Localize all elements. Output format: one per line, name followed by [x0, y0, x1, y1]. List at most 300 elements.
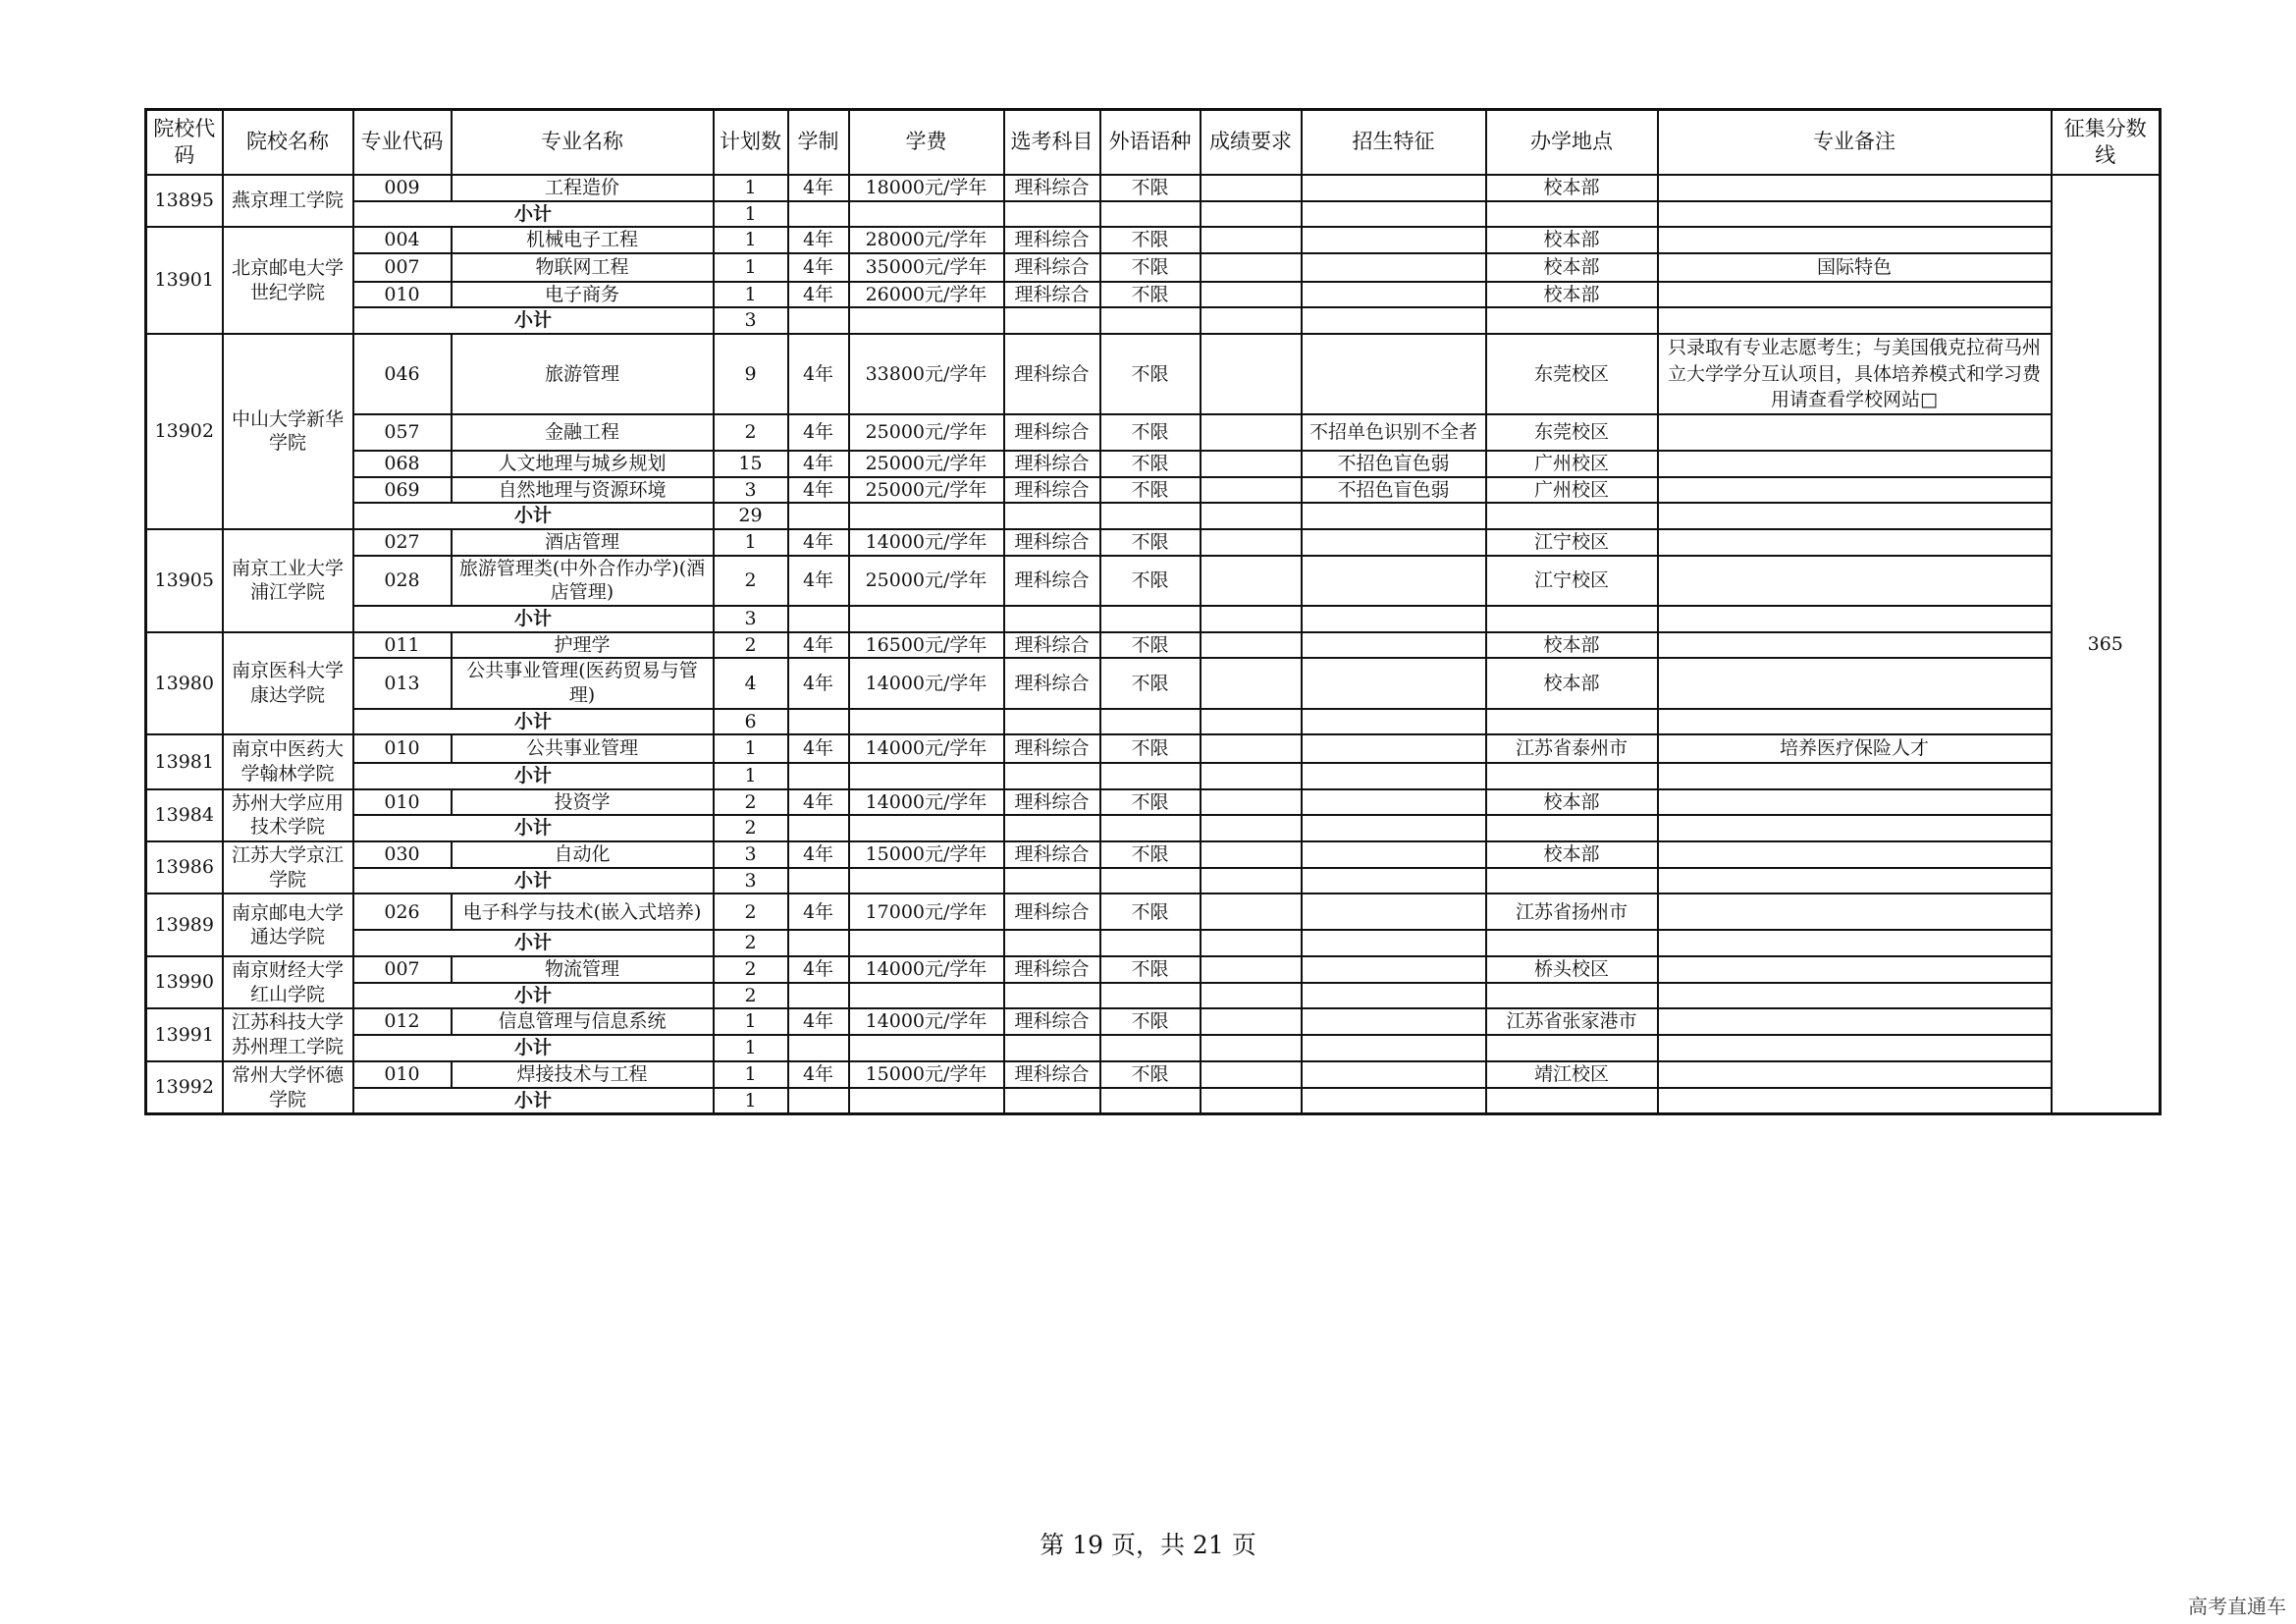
- college-name-cell: 南京医科大学康达学院: [223, 632, 353, 735]
- empty-cell: [788, 709, 849, 735]
- empty-cell: [788, 201, 849, 228]
- major-note-cell: [1658, 841, 2052, 868]
- major-name-cell: 旅游管理: [452, 334, 714, 414]
- header-cell: 院校代码: [146, 110, 223, 176]
- college-code-cell: 13895: [146, 175, 223, 227]
- plan-count-cell: 9: [714, 334, 788, 414]
- subtotal-label: 小计: [353, 201, 714, 228]
- college-name-cell: 燕京理工学院: [223, 175, 353, 227]
- table-row: [146, 334, 2161, 414]
- campus-cell: 东莞校区: [1486, 414, 1658, 451]
- admission-feature-cell: [1302, 556, 1486, 606]
- table-row: [146, 529, 2161, 556]
- major-name-cell: 信息管理与信息系统: [452, 1008, 714, 1035]
- subject-cell: 理科综合: [1004, 956, 1100, 983]
- college-name-cell: 江苏大学京江学院: [223, 841, 353, 893]
- subtotal-label: 小计: [353, 503, 714, 529]
- language-cell: 不限: [1100, 734, 1201, 763]
- duration-cell: 4年: [788, 841, 849, 868]
- watermark: 高考直通车: [2188, 1595, 2286, 1618]
- score-requirement-cell: [1201, 734, 1302, 763]
- empty-cell: [1201, 1035, 1302, 1061]
- duration-cell: 4年: [788, 658, 849, 708]
- college-code-cell: 13990: [146, 956, 223, 1008]
- admission-feature-cell: [1302, 789, 1486, 816]
- subtotal-label: 小计: [353, 307, 714, 334]
- college-code-cell: 13986: [146, 841, 223, 893]
- major-note-cell: [1658, 658, 2052, 708]
- major-code-cell: 009: [353, 175, 452, 201]
- empty-cell: [1100, 1035, 1201, 1061]
- plan-count-cell: 2: [714, 893, 788, 930]
- major-note-cell: [1658, 789, 2052, 816]
- empty-cell: [788, 983, 849, 1009]
- college-code-cell: 13905: [146, 529, 223, 632]
- empty-cell: [1302, 868, 1486, 894]
- empty-cell: [1658, 307, 2052, 334]
- duration-cell: 4年: [788, 253, 849, 282]
- empty-cell: [849, 983, 1004, 1009]
- admission-feature-cell: 不招色盲色弱: [1302, 477, 1486, 504]
- campus-cell: 广州校区: [1486, 451, 1658, 477]
- empty-cell: [1486, 868, 1658, 894]
- score-requirement-cell: [1201, 789, 1302, 816]
- plan-count-cell: 1: [714, 227, 788, 253]
- duration-cell: 4年: [788, 893, 849, 930]
- language-cell: 不限: [1100, 282, 1201, 308]
- empty-cell: [1302, 201, 1486, 228]
- campus-cell: 东莞校区: [1486, 334, 1658, 414]
- empty-cell: [1302, 307, 1486, 334]
- subject-cell: 理科综合: [1004, 556, 1100, 606]
- header-cell: 征集分数线: [2052, 110, 2161, 176]
- subtotal-label: 小计: [353, 815, 714, 841]
- duration-cell: 4年: [788, 789, 849, 816]
- score-requirement-cell: [1201, 477, 1302, 504]
- tuition-cell: 26000元/学年: [849, 282, 1004, 308]
- subtotal-row: [146, 1035, 2161, 1061]
- empty-cell: [1100, 815, 1201, 841]
- table-row: [146, 556, 2161, 606]
- college-code-cell: 13980: [146, 632, 223, 735]
- empty-cell: [1201, 930, 1302, 956]
- major-note-cell: [1658, 556, 2052, 606]
- major-note-cell: [1658, 175, 2052, 201]
- subtotal-row: [146, 606, 2161, 632]
- header-cell: 专业代码: [353, 110, 452, 176]
- campus-cell: 校本部: [1486, 789, 1658, 816]
- header-row: [146, 110, 2161, 176]
- header-cell: 外语语种: [1100, 110, 1201, 176]
- admission-feature-cell: 不招单色识别不全者: [1302, 414, 1486, 451]
- empty-cell: [1486, 606, 1658, 632]
- campus-cell: 江苏省扬州市: [1486, 893, 1658, 930]
- empty-cell: [1486, 1088, 1658, 1114]
- empty-cell: [1004, 709, 1100, 735]
- empty-cell: [1004, 1035, 1100, 1061]
- college-name-cell: 苏州大学应用技术学院: [223, 789, 353, 841]
- empty-cell: [1302, 983, 1486, 1009]
- header-cell: 学费: [849, 110, 1004, 176]
- table-row: [146, 893, 2161, 930]
- score-requirement-cell: [1201, 841, 1302, 868]
- campus-cell: 江苏省张家港市: [1486, 1008, 1658, 1035]
- table-row: [146, 632, 2161, 659]
- campus-cell: 校本部: [1486, 658, 1658, 708]
- empty-cell: [849, 709, 1004, 735]
- major-name-cell: 物联网工程: [452, 253, 714, 282]
- empty-cell: [1201, 201, 1302, 228]
- tuition-cell: 16500元/学年: [849, 632, 1004, 659]
- header-cell: 成绩要求: [1201, 110, 1302, 176]
- major-note-cell: [1658, 282, 2052, 308]
- major-name-cell: 机械电子工程: [452, 227, 714, 253]
- table-row: [146, 789, 2161, 816]
- empty-cell: [1004, 763, 1100, 789]
- subtotal-label: 小计: [353, 763, 714, 789]
- tuition-cell: 14000元/学年: [849, 789, 1004, 816]
- plan-count-cell: 2: [714, 789, 788, 816]
- college-name-cell: 南京邮电大学通达学院: [223, 893, 353, 956]
- college-name-cell: 南京财经大学红山学院: [223, 956, 353, 1008]
- empty-cell: [1004, 930, 1100, 956]
- college-name-cell: 南京工业大学浦江学院: [223, 529, 353, 632]
- table-row: [146, 414, 2161, 451]
- major-name-cell: 电子商务: [452, 282, 714, 308]
- subtotal-value: 1: [714, 1035, 788, 1061]
- empty-cell: [1100, 930, 1201, 956]
- empty-cell: [1486, 503, 1658, 529]
- plan-count-cell: 4: [714, 658, 788, 708]
- empty-cell: [1302, 709, 1486, 735]
- major-note-cell: [1658, 227, 2052, 253]
- empty-cell: [1004, 815, 1100, 841]
- empty-cell: [849, 763, 1004, 789]
- language-cell: 不限: [1100, 1061, 1201, 1088]
- score-requirement-cell: [1201, 414, 1302, 451]
- duration-cell: 4年: [788, 734, 849, 763]
- duration-cell: 4年: [788, 632, 849, 659]
- major-code-cell: 013: [353, 658, 452, 708]
- empty-cell: [1004, 307, 1100, 334]
- score-line-cell: 365: [2052, 175, 2161, 1114]
- college-name-cell: 常州大学怀德学院: [223, 1061, 353, 1114]
- empty-cell: [849, 1035, 1004, 1061]
- table-row: [146, 956, 2161, 983]
- admission-feature-cell: [1302, 227, 1486, 253]
- campus-cell: 江宁校区: [1486, 529, 1658, 556]
- empty-cell: [1658, 606, 2052, 632]
- plan-count-cell: 1: [714, 282, 788, 308]
- campus-cell: 校本部: [1486, 253, 1658, 282]
- campus-cell: 江苏省泰州市: [1486, 734, 1658, 763]
- language-cell: 不限: [1100, 477, 1201, 504]
- duration-cell: 4年: [788, 414, 849, 451]
- empty-cell: [1100, 868, 1201, 894]
- duration-cell: 4年: [788, 1061, 849, 1088]
- major-code-cell: 027: [353, 529, 452, 556]
- subtotal-row: [146, 930, 2161, 956]
- major-code-cell: 007: [353, 253, 452, 282]
- empty-cell: [788, 763, 849, 789]
- major-code-cell: 026: [353, 893, 452, 930]
- table-row: [146, 734, 2161, 763]
- major-name-cell: 公共事业管理: [452, 734, 714, 763]
- empty-cell: [1302, 606, 1486, 632]
- header-cell: 学制: [788, 110, 849, 176]
- plan-count-cell: 2: [714, 632, 788, 659]
- major-name-cell: 旅游管理类(中外合作办学)(酒店管理): [452, 556, 714, 606]
- major-name-cell: 金融工程: [452, 414, 714, 451]
- empty-cell: [788, 815, 849, 841]
- subtotal-row: [146, 983, 2161, 1009]
- major-code-cell: 010: [353, 789, 452, 816]
- language-cell: 不限: [1100, 893, 1201, 930]
- major-name-cell: 电子科学与技术(嵌入式培养): [452, 893, 714, 930]
- empty-cell: [1658, 201, 2052, 228]
- college-code-cell: 13991: [146, 1008, 223, 1060]
- table-row: [146, 451, 2161, 477]
- subtotal-label: 小计: [353, 868, 714, 894]
- header-cell: 办学地点: [1486, 110, 1658, 176]
- language-cell: 不限: [1100, 1008, 1201, 1035]
- major-name-cell: 酒店管理: [452, 529, 714, 556]
- language-cell: 不限: [1100, 556, 1201, 606]
- subject-cell: 理科综合: [1004, 282, 1100, 308]
- empty-cell: [849, 815, 1004, 841]
- tuition-cell: 14000元/学年: [849, 734, 1004, 763]
- score-requirement-cell: [1201, 451, 1302, 477]
- college-code-cell: 13984: [146, 789, 223, 841]
- table-row: [146, 227, 2161, 253]
- duration-cell: 4年: [788, 227, 849, 253]
- major-note-cell: [1658, 956, 2052, 983]
- major-name-cell: 物流管理: [452, 956, 714, 983]
- empty-cell: [1201, 1088, 1302, 1114]
- plan-count-cell: 1: [714, 253, 788, 282]
- score-requirement-cell: [1201, 253, 1302, 282]
- subtotal-label: 小计: [353, 606, 714, 632]
- language-cell: 不限: [1100, 956, 1201, 983]
- major-note-cell: 培养医疗保险人才: [1658, 734, 2052, 763]
- major-name-cell: 焊接技术与工程: [452, 1061, 714, 1088]
- subject-cell: 理科综合: [1004, 734, 1100, 763]
- admission-feature-cell: [1302, 282, 1486, 308]
- header-cell: 专业名称: [452, 110, 714, 176]
- tuition-cell: 14000元/学年: [849, 658, 1004, 708]
- plan-count-cell: 1: [714, 734, 788, 763]
- campus-cell: 靖江校区: [1486, 1061, 1658, 1088]
- subtotal-value: 1: [714, 201, 788, 228]
- major-code-cell: 007: [353, 956, 452, 983]
- major-code-cell: 011: [353, 632, 452, 659]
- college-name-cell: 江苏科技大学苏州理工学院: [223, 1008, 353, 1060]
- major-note-cell: [1658, 1008, 2052, 1035]
- empty-cell: [1100, 503, 1201, 529]
- empty-cell: [1302, 503, 1486, 529]
- college-code-cell: 13901: [146, 227, 223, 334]
- empty-cell: [1201, 815, 1302, 841]
- major-note-cell: [1658, 893, 2052, 930]
- empty-cell: [1004, 983, 1100, 1009]
- major-name-cell: 护理学: [452, 632, 714, 659]
- admission-feature-cell: [1302, 334, 1486, 414]
- duration-cell: 4年: [788, 1008, 849, 1035]
- subtotal-value: 1: [714, 763, 788, 789]
- subject-cell: 理科综合: [1004, 632, 1100, 659]
- empty-cell: [1658, 930, 2052, 956]
- admission-table: [144, 108, 2162, 1115]
- empty-cell: [1201, 307, 1302, 334]
- score-requirement-cell: [1201, 282, 1302, 308]
- subtotal-value: 3: [714, 868, 788, 894]
- subtotal-row: [146, 201, 2161, 228]
- major-name-cell: 人文地理与城乡规划: [452, 451, 714, 477]
- empty-cell: [1004, 868, 1100, 894]
- plan-count-cell: 2: [714, 556, 788, 606]
- subtotal-label: 小计: [353, 983, 714, 1009]
- tuition-cell: 33800元/学年: [849, 334, 1004, 414]
- empty-cell: [1658, 709, 2052, 735]
- table-row: [146, 841, 2161, 868]
- empty-cell: [1201, 606, 1302, 632]
- empty-cell: [788, 1088, 849, 1114]
- tuition-cell: 15000元/学年: [849, 841, 1004, 868]
- major-note-cell: 国际特色: [1658, 253, 2052, 282]
- subject-cell: 理科综合: [1004, 227, 1100, 253]
- empty-cell: [1100, 763, 1201, 789]
- admission-feature-cell: [1302, 893, 1486, 930]
- major-note-cell: [1658, 1061, 2052, 1088]
- empty-cell: [1658, 763, 2052, 789]
- empty-cell: [788, 868, 849, 894]
- score-requirement-cell: [1201, 1061, 1302, 1088]
- duration-cell: 4年: [788, 477, 849, 504]
- major-note-cell: [1658, 414, 2052, 451]
- score-requirement-cell: [1201, 175, 1302, 201]
- major-code-cell: 068: [353, 451, 452, 477]
- empty-cell: [849, 868, 1004, 894]
- score-requirement-cell: [1201, 632, 1302, 659]
- empty-cell: [849, 503, 1004, 529]
- campus-cell: 校本部: [1486, 282, 1658, 308]
- subtotal-value: 29: [714, 503, 788, 529]
- tuition-cell: 25000元/学年: [849, 451, 1004, 477]
- college-name-cell: 北京邮电大学世纪学院: [223, 227, 353, 334]
- table-row: [146, 477, 2161, 504]
- subject-cell: 理科综合: [1004, 789, 1100, 816]
- empty-cell: [1486, 1035, 1658, 1061]
- subtotal-row: [146, 503, 2161, 529]
- subtotal-row: [146, 868, 2161, 894]
- subtotal-label: 小计: [353, 1088, 714, 1114]
- major-name-cell: 投资学: [452, 789, 714, 816]
- admission-feature-cell: [1302, 632, 1486, 659]
- subject-cell: 理科综合: [1004, 893, 1100, 930]
- header-cell: 选考科目: [1004, 110, 1100, 176]
- empty-cell: [788, 1035, 849, 1061]
- campus-cell: 广州校区: [1486, 477, 1658, 504]
- language-cell: 不限: [1100, 414, 1201, 451]
- tuition-cell: 14000元/学年: [849, 1008, 1004, 1035]
- page-footer: 第 19 页，共 21 页: [1040, 1531, 1256, 1559]
- subject-cell: 理科综合: [1004, 334, 1100, 414]
- admission-feature-cell: [1302, 956, 1486, 983]
- subject-cell: 理科综合: [1004, 1061, 1100, 1088]
- subject-cell: 理科综合: [1004, 175, 1100, 201]
- table-row: [146, 1008, 2161, 1035]
- subtotal-value: 3: [714, 307, 788, 334]
- major-name-cell: 自然地理与资源环境: [452, 477, 714, 504]
- subject-cell: 理科综合: [1004, 529, 1100, 556]
- score-requirement-cell: [1201, 658, 1302, 708]
- major-code-cell: 028: [353, 556, 452, 606]
- major-code-cell: 010: [353, 282, 452, 308]
- plan-count-cell: 15: [714, 451, 788, 477]
- subject-cell: 理科综合: [1004, 477, 1100, 504]
- empty-cell: [1658, 503, 2052, 529]
- language-cell: 不限: [1100, 175, 1201, 201]
- table-row: [146, 658, 2161, 708]
- duration-cell: 4年: [788, 556, 849, 606]
- subject-cell: 理科综合: [1004, 658, 1100, 708]
- empty-cell: [849, 1088, 1004, 1114]
- plan-count-cell: 1: [714, 1008, 788, 1035]
- major-code-cell: 012: [353, 1008, 452, 1035]
- language-cell: 不限: [1100, 451, 1201, 477]
- empty-cell: [1658, 815, 2052, 841]
- language-cell: 不限: [1100, 658, 1201, 708]
- plan-count-cell: 1: [714, 529, 788, 556]
- empty-cell: [1004, 201, 1100, 228]
- major-code-cell: 069: [353, 477, 452, 504]
- duration-cell: 4年: [788, 282, 849, 308]
- empty-cell: [1658, 983, 2052, 1009]
- empty-cell: [1201, 503, 1302, 529]
- major-code-cell: 004: [353, 227, 452, 253]
- empty-cell: [1486, 201, 1658, 228]
- admission-feature-cell: [1302, 1008, 1486, 1035]
- table-row: [146, 175, 2161, 201]
- header-cell: 专业备注: [1658, 110, 2052, 176]
- header-cell: 计划数: [714, 110, 788, 176]
- empty-cell: [1486, 307, 1658, 334]
- tuition-cell: 14000元/学年: [849, 956, 1004, 983]
- college-code-cell: 13992: [146, 1061, 223, 1114]
- major-name-cell: 工程造价: [452, 175, 714, 201]
- language-cell: 不限: [1100, 253, 1201, 282]
- duration-cell: 4年: [788, 334, 849, 414]
- tuition-cell: 25000元/学年: [849, 414, 1004, 451]
- empty-cell: [1302, 930, 1486, 956]
- subtotal-value: 2: [714, 815, 788, 841]
- subtotal-value: 1: [714, 1088, 788, 1114]
- empty-cell: [849, 201, 1004, 228]
- table-body: [146, 175, 2161, 1114]
- header-cell: 招生特征: [1302, 110, 1486, 176]
- subtotal-label: 小计: [353, 709, 714, 735]
- empty-cell: [1302, 1035, 1486, 1061]
- score-requirement-cell: [1201, 893, 1302, 930]
- empty-cell: [1201, 983, 1302, 1009]
- plan-count-cell: 1: [714, 175, 788, 201]
- subtotal-label: 小计: [353, 930, 714, 956]
- subject-cell: 理科综合: [1004, 841, 1100, 868]
- tuition-cell: 14000元/学年: [849, 529, 1004, 556]
- college-code-cell: 13989: [146, 893, 223, 956]
- tuition-cell: 15000元/学年: [849, 1061, 1004, 1088]
- language-cell: 不限: [1100, 632, 1201, 659]
